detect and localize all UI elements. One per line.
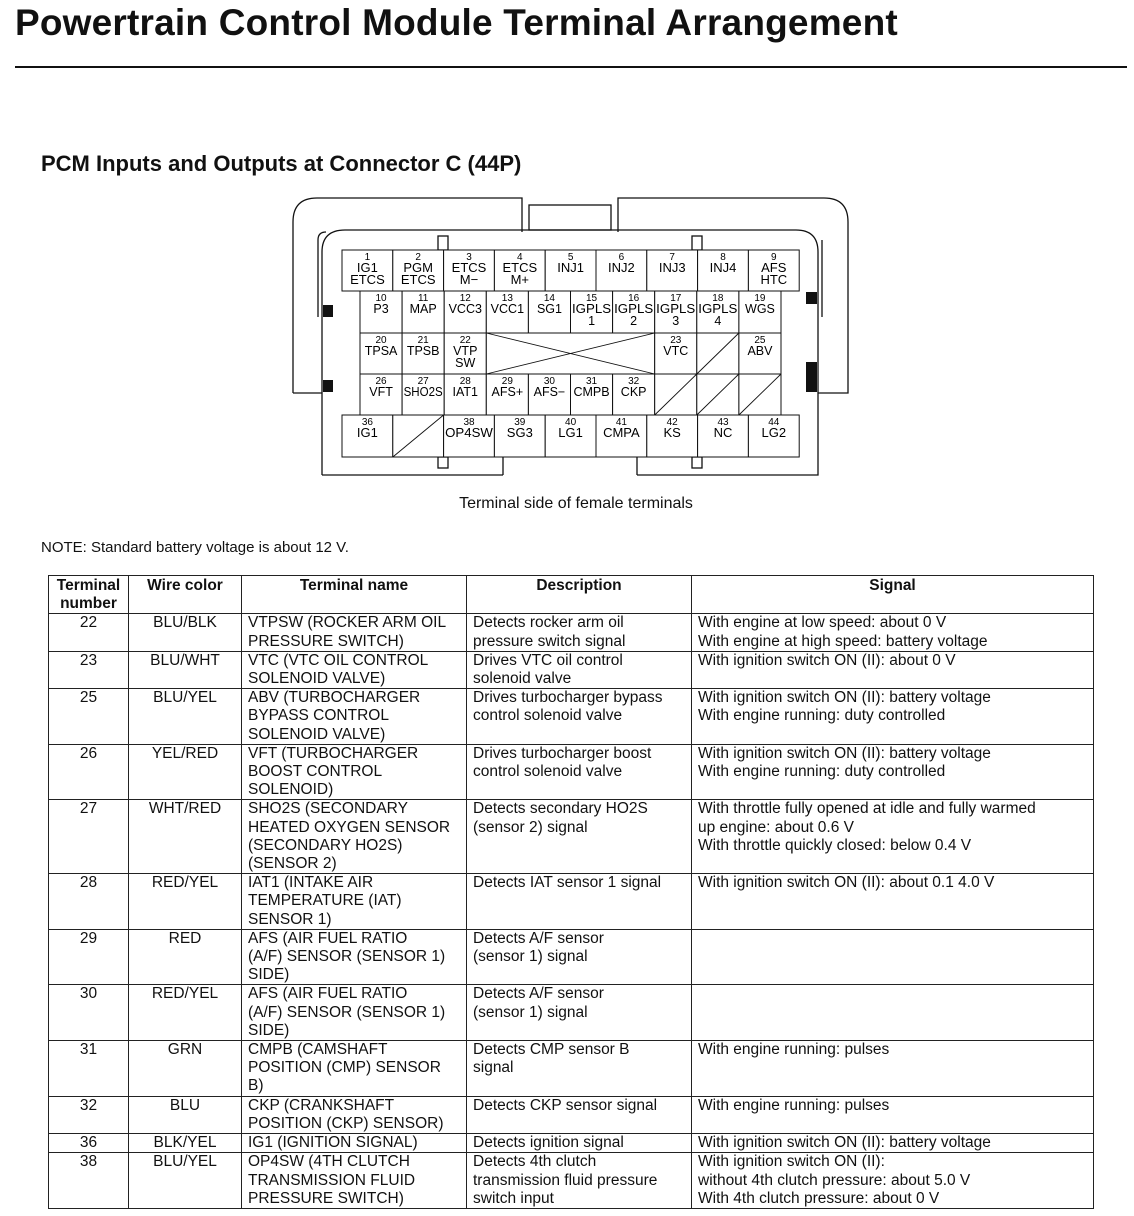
pin-label: CKP	[620, 385, 647, 399]
terminal-number-cell: 26	[49, 744, 129, 800]
pin-label: TPSB	[406, 344, 440, 358]
pin-label: M−	[459, 272, 479, 287]
terminal-name-cell: OP4SW (4TH CLUTCH TRANSMISSION FLUID PRESSURE SWITCH)	[242, 1153, 467, 1209]
pin-23	[655, 333, 697, 374]
pin-label: IG1	[356, 425, 378, 440]
pin-label: AFS+	[491, 385, 524, 399]
pin-2	[393, 250, 444, 291]
pin-number: 42	[666, 417, 678, 428]
pin-label: VTP	[453, 344, 478, 358]
pin-4	[494, 250, 545, 291]
pin-number: 14	[543, 293, 556, 304]
pin-label: NC	[713, 425, 733, 440]
pin-label: PGM	[403, 260, 434, 275]
pin-label: IAT1	[452, 385, 478, 399]
pin-label: CMPA	[603, 425, 640, 440]
pin-label: AFS	[761, 260, 787, 275]
pin-40	[545, 415, 596, 457]
terminal-number-cell: 31	[49, 1041, 129, 1097]
diagram-caption: Terminal side of female terminals	[459, 495, 693, 512]
pin-number: 32	[628, 376, 640, 387]
description-cell: Detects A/F sensor (sensor 1) signal	[467, 985, 692, 1041]
unused-pin	[697, 333, 739, 374]
pin-number: 39	[514, 417, 526, 428]
table-row	[49, 985, 1094, 1041]
pin-number: 31	[585, 376, 598, 387]
pin-1	[342, 250, 393, 291]
table-row	[49, 744, 1094, 800]
pin-label: INJ2	[608, 260, 635, 275]
pin-number: 28	[459, 376, 471, 387]
terminal-name-cell: IAT1 (INTAKE AIR TEMPERATURE (IAT) SENSOR 1)	[242, 874, 467, 930]
pin-12	[444, 291, 486, 333]
terminal-number-cell: 27	[49, 800, 129, 874]
pin-label: TPSA	[364, 344, 398, 358]
terminal-number-cell: 36	[49, 1134, 129, 1153]
pin-number: 9	[771, 252, 777, 263]
pin-label: ABV	[747, 344, 773, 358]
pin-9	[748, 250, 799, 291]
pin-label: ETCS	[451, 260, 487, 275]
pin-19	[739, 291, 781, 333]
pin-44	[748, 415, 799, 457]
description-cell: Drives VTC oil control solenoid valve	[467, 651, 692, 688]
pin-number: 26	[375, 376, 387, 387]
pin-28	[444, 374, 486, 415]
pin-36	[342, 415, 393, 457]
pin-label: CMPB	[573, 385, 610, 399]
pin-number: 21	[417, 335, 429, 346]
unused-pin	[393, 415, 444, 457]
pin-7	[647, 250, 698, 291]
pin-label: SG1	[536, 302, 562, 316]
pin-41	[596, 415, 647, 457]
table-header-row	[49, 576, 1094, 614]
pin-label: IGPLS	[656, 302, 696, 316]
pin-18	[697, 291, 739, 333]
pin-number: 11	[417, 293, 429, 304]
pin-number: 20	[375, 335, 387, 346]
connector-diagram	[0, 0, 1134, 500]
wire-color-cell: BLK/YEL	[129, 1134, 242, 1153]
column-header: Terminal number	[49, 576, 129, 614]
pin-number: 3	[466, 252, 472, 263]
pin-number: 5	[567, 252, 574, 263]
pin-39	[494, 415, 545, 457]
pin-43	[698, 415, 749, 457]
signal-cell	[692, 929, 1094, 985]
wire-color-cell: WHT/RED	[129, 800, 242, 874]
signal-cell	[692, 985, 1094, 1041]
pin-number: 10	[375, 293, 387, 304]
terminal-number-cell: 25	[49, 689, 129, 745]
signal-cell: With engine running: pulses	[692, 1096, 1094, 1133]
wire-color-cell: RED	[129, 929, 242, 985]
description-cell: Detects CMP sensor B signal	[467, 1041, 692, 1097]
terminal-name-cell: IG1 (IGNITION SIGNAL)	[242, 1134, 467, 1153]
column-header: Signal	[692, 576, 1094, 614]
terminal-name-cell: VTC (VTC OIL CONTROL SOLENOID VALVE)	[242, 651, 467, 688]
pin-label: VCC3	[448, 302, 482, 316]
pin-number: 2	[415, 252, 421, 263]
pin-label: IGPLS	[698, 302, 738, 316]
terminal-number-cell: 32	[49, 1096, 129, 1133]
pin-number: 15	[585, 293, 598, 304]
wire-color-cell: RED/YEL	[129, 874, 242, 930]
pin-13	[486, 291, 528, 333]
description-cell: Detects ignition signal	[467, 1134, 692, 1153]
pin-11	[402, 291, 444, 333]
pin-label: HTC	[760, 272, 788, 287]
pin-number: 43	[717, 417, 729, 428]
pin-26	[360, 374, 402, 415]
pin-number: 22	[459, 335, 471, 346]
pin-30	[528, 374, 570, 415]
terminal-number-cell: 22	[49, 614, 129, 651]
table-row	[49, 1041, 1094, 1097]
pin-label: VTC	[663, 344, 689, 358]
pin-label: INJ4	[709, 260, 737, 275]
pin-label: VCC1	[490, 302, 525, 316]
table-row	[49, 929, 1094, 985]
pin-15	[571, 291, 613, 333]
pin-number: 12	[459, 293, 471, 304]
pin-label: 1	[588, 314, 596, 328]
pin-number: 41	[615, 417, 627, 428]
wire-color-cell: RED/YEL	[129, 985, 242, 1041]
pin-number: 1	[364, 252, 371, 263]
table-row	[49, 614, 1094, 651]
table-row	[49, 1134, 1094, 1153]
table-row	[49, 874, 1094, 930]
pin-3	[444, 250, 495, 291]
pin-label: M+	[510, 272, 530, 287]
terminal-number-cell: 38	[49, 1153, 129, 1209]
description-cell: Detects CKP sensor signal	[467, 1096, 692, 1133]
pin-number: 6	[618, 252, 625, 263]
pin-number: 7	[669, 252, 675, 263]
pin-number: 4	[517, 252, 523, 263]
wire-color-cell: GRN	[129, 1041, 242, 1097]
signal-cell: With ignition switch ON (II): without 4th clutch pressure: about 5.0 V With 4th clutch pressure: about 0 V	[692, 1153, 1094, 1209]
pin-22	[444, 333, 486, 374]
pin-27	[402, 374, 444, 415]
wire-color-cell: BLU/BLK	[129, 614, 242, 651]
pin-number: 16	[628, 293, 640, 304]
table-row	[49, 651, 1094, 688]
pin-number: 30	[543, 376, 556, 387]
section-title: PCM Inputs and Outputs at Connector C (44P)	[41, 151, 522, 176]
description-cell: Detects A/F sensor (sensor 1) signal	[467, 929, 692, 985]
pin-8	[698, 250, 749, 291]
pin-label: LG1	[558, 425, 583, 440]
terminal-number-cell: 28	[49, 874, 129, 930]
pin-number: 19	[754, 293, 766, 304]
unused-pin	[739, 374, 781, 415]
pin-label: IGPLS	[572, 302, 612, 316]
pin-number: 36	[361, 417, 373, 428]
terminal-name-cell: ABV (TURBOCHARGER BYPASS CONTROL SOLENOID VALVE)	[242, 689, 467, 745]
pin-number: 17	[670, 293, 682, 304]
pin-label: 4	[714, 314, 722, 328]
signal-cell: With ignition switch ON (II): about 0 V	[692, 651, 1094, 688]
pin-5	[545, 250, 596, 291]
pin-label: INJ3	[658, 260, 686, 275]
pin-label: VFT	[369, 385, 393, 399]
pin-32	[613, 374, 655, 415]
wire-color-cell: BLU/WHT	[129, 651, 242, 688]
pin-label: ETCS	[400, 272, 436, 287]
pin-number: 23	[670, 335, 682, 346]
pin-label: P3	[373, 302, 389, 316]
pin-number: 13	[501, 293, 513, 304]
terminal-number-cell: 29	[49, 929, 129, 985]
pin-10	[360, 291, 402, 333]
pin-label: 3	[672, 314, 680, 328]
signal-cell: With throttle fully opened at idle and fully warmed up engine: about 0.6 V With throttle quickly closed: below 0.4 V	[692, 800, 1094, 874]
pin-29	[486, 374, 528, 415]
pin-number: 8	[720, 252, 726, 263]
pin-label: OP4SW	[445, 425, 494, 440]
terminal-name-cell: AFS (AIR FUEL RATIO (A/F) SENSOR (SENSOR 1) SIDE)	[242, 985, 467, 1041]
terminal-number-cell: 23	[49, 651, 129, 688]
pin-label: 2	[630, 314, 638, 328]
terminal-table	[48, 575, 1094, 1209]
pin-14	[528, 291, 570, 333]
wire-color-cell: BLU/YEL	[129, 689, 242, 745]
battery-voltage-note: NOTE: Standard battery voltage is about 12 V.	[41, 539, 349, 556]
pin-label: LG2	[761, 425, 787, 440]
pin-label: AFS−	[533, 385, 566, 399]
wire-color-cell: YEL/RED	[129, 744, 242, 800]
pin-16	[613, 291, 655, 333]
pin-label: IGPLS	[614, 302, 654, 316]
terminal-number-cell: 30	[49, 985, 129, 1041]
terminal-name-cell: CKP (CRANKSHAFT POSITION (CKP) SENSOR)	[242, 1096, 467, 1133]
column-header: Terminal name	[242, 576, 467, 614]
table-row	[49, 1153, 1094, 1209]
unused-block	[486, 333, 654, 374]
pin-label: ETCS	[502, 260, 538, 275]
signal-cell: With ignition switch ON (II): about 0.1 4.0 V	[692, 874, 1094, 930]
terminal-name-cell: VFT (TURBOCHARGER BOOST CONTROL SOLENOID)	[242, 744, 467, 800]
pin-label: SW	[455, 356, 476, 370]
description-cell: Detects rocker arm oil pressure switch signal	[467, 614, 692, 651]
description-cell: Drives turbocharger boost control solenoid valve	[467, 744, 692, 800]
pin-20	[360, 333, 402, 374]
pin-42	[647, 415, 698, 457]
pin-label: ETCS	[350, 272, 385, 287]
description-cell: Detects secondary HO2S (sensor 2) signal	[467, 800, 692, 874]
wire-color-cell: BLU/YEL	[129, 1153, 242, 1209]
pin-25	[739, 333, 781, 374]
signal-cell: With engine running: pulses	[692, 1041, 1094, 1097]
signal-cell: With ignition switch ON (II): battery voltage	[692, 1134, 1094, 1153]
pin-21	[402, 333, 444, 374]
pin-17	[655, 291, 697, 333]
description-cell: Detects IAT sensor 1 signal	[467, 874, 692, 930]
signal-cell: With ignition switch ON (II): battery voltage With engine running: duty controlled	[692, 744, 1094, 800]
pin-number: 25	[754, 335, 766, 346]
signal-cell: With ignition switch ON (II): battery voltage With engine running: duty controlled	[692, 689, 1094, 745]
pin-number: 29	[501, 376, 513, 387]
pin-label: INJ1	[557, 260, 584, 275]
table-row	[49, 800, 1094, 874]
terminal-name-cell: VTPSW (ROCKER ARM OIL PRESSURE SWITCH)	[242, 614, 467, 651]
unused-pin	[697, 374, 739, 415]
pin-number: 18	[712, 293, 724, 304]
pin-label: IG1	[356, 260, 378, 275]
table-row	[49, 689, 1094, 745]
column-header: Wire color	[129, 576, 242, 614]
wire-color-cell: BLU	[129, 1096, 242, 1133]
pin-label: SHO2S	[403, 385, 443, 399]
pin-6	[596, 250, 647, 291]
terminal-name-cell: SHO2S (SECONDARY HEATED OXYGEN SENSOR (SECONDARY HO2S) (SENSOR 2)	[242, 800, 467, 874]
pin-number: 38	[463, 417, 475, 428]
pin-label: SG3	[506, 425, 533, 440]
pin-number: 40	[565, 417, 577, 428]
table-row	[49, 1096, 1094, 1133]
pin-label: MAP	[409, 302, 437, 316]
terminal-name-cell: CMPB (CAMSHAFT POSITION (CMP) SENSOR B)	[242, 1041, 467, 1097]
description-cell: Drives turbocharger bypass control solenoid valve	[467, 689, 692, 745]
pin-number: 27	[417, 376, 429, 387]
description-cell: Detects 4th clutch transmission fluid pressure switch input	[467, 1153, 692, 1209]
pin-38	[444, 415, 495, 457]
pin-label: KS	[663, 425, 681, 440]
terminal-name-cell: AFS (AIR FUEL RATIO (A/F) SENSOR (SENSOR 1) SIDE)	[242, 929, 467, 985]
pin-31	[571, 374, 613, 415]
column-header: Description	[467, 576, 692, 614]
signal-cell: With engine at low speed: about 0 V With engine at high speed: battery voltage	[692, 614, 1094, 651]
page-title: Powertrain Control Module Terminal Arrangement	[15, 2, 898, 43]
pin-number: 44	[768, 417, 780, 428]
unused-pin	[655, 374, 697, 415]
pin-label: WGS	[745, 302, 775, 316]
